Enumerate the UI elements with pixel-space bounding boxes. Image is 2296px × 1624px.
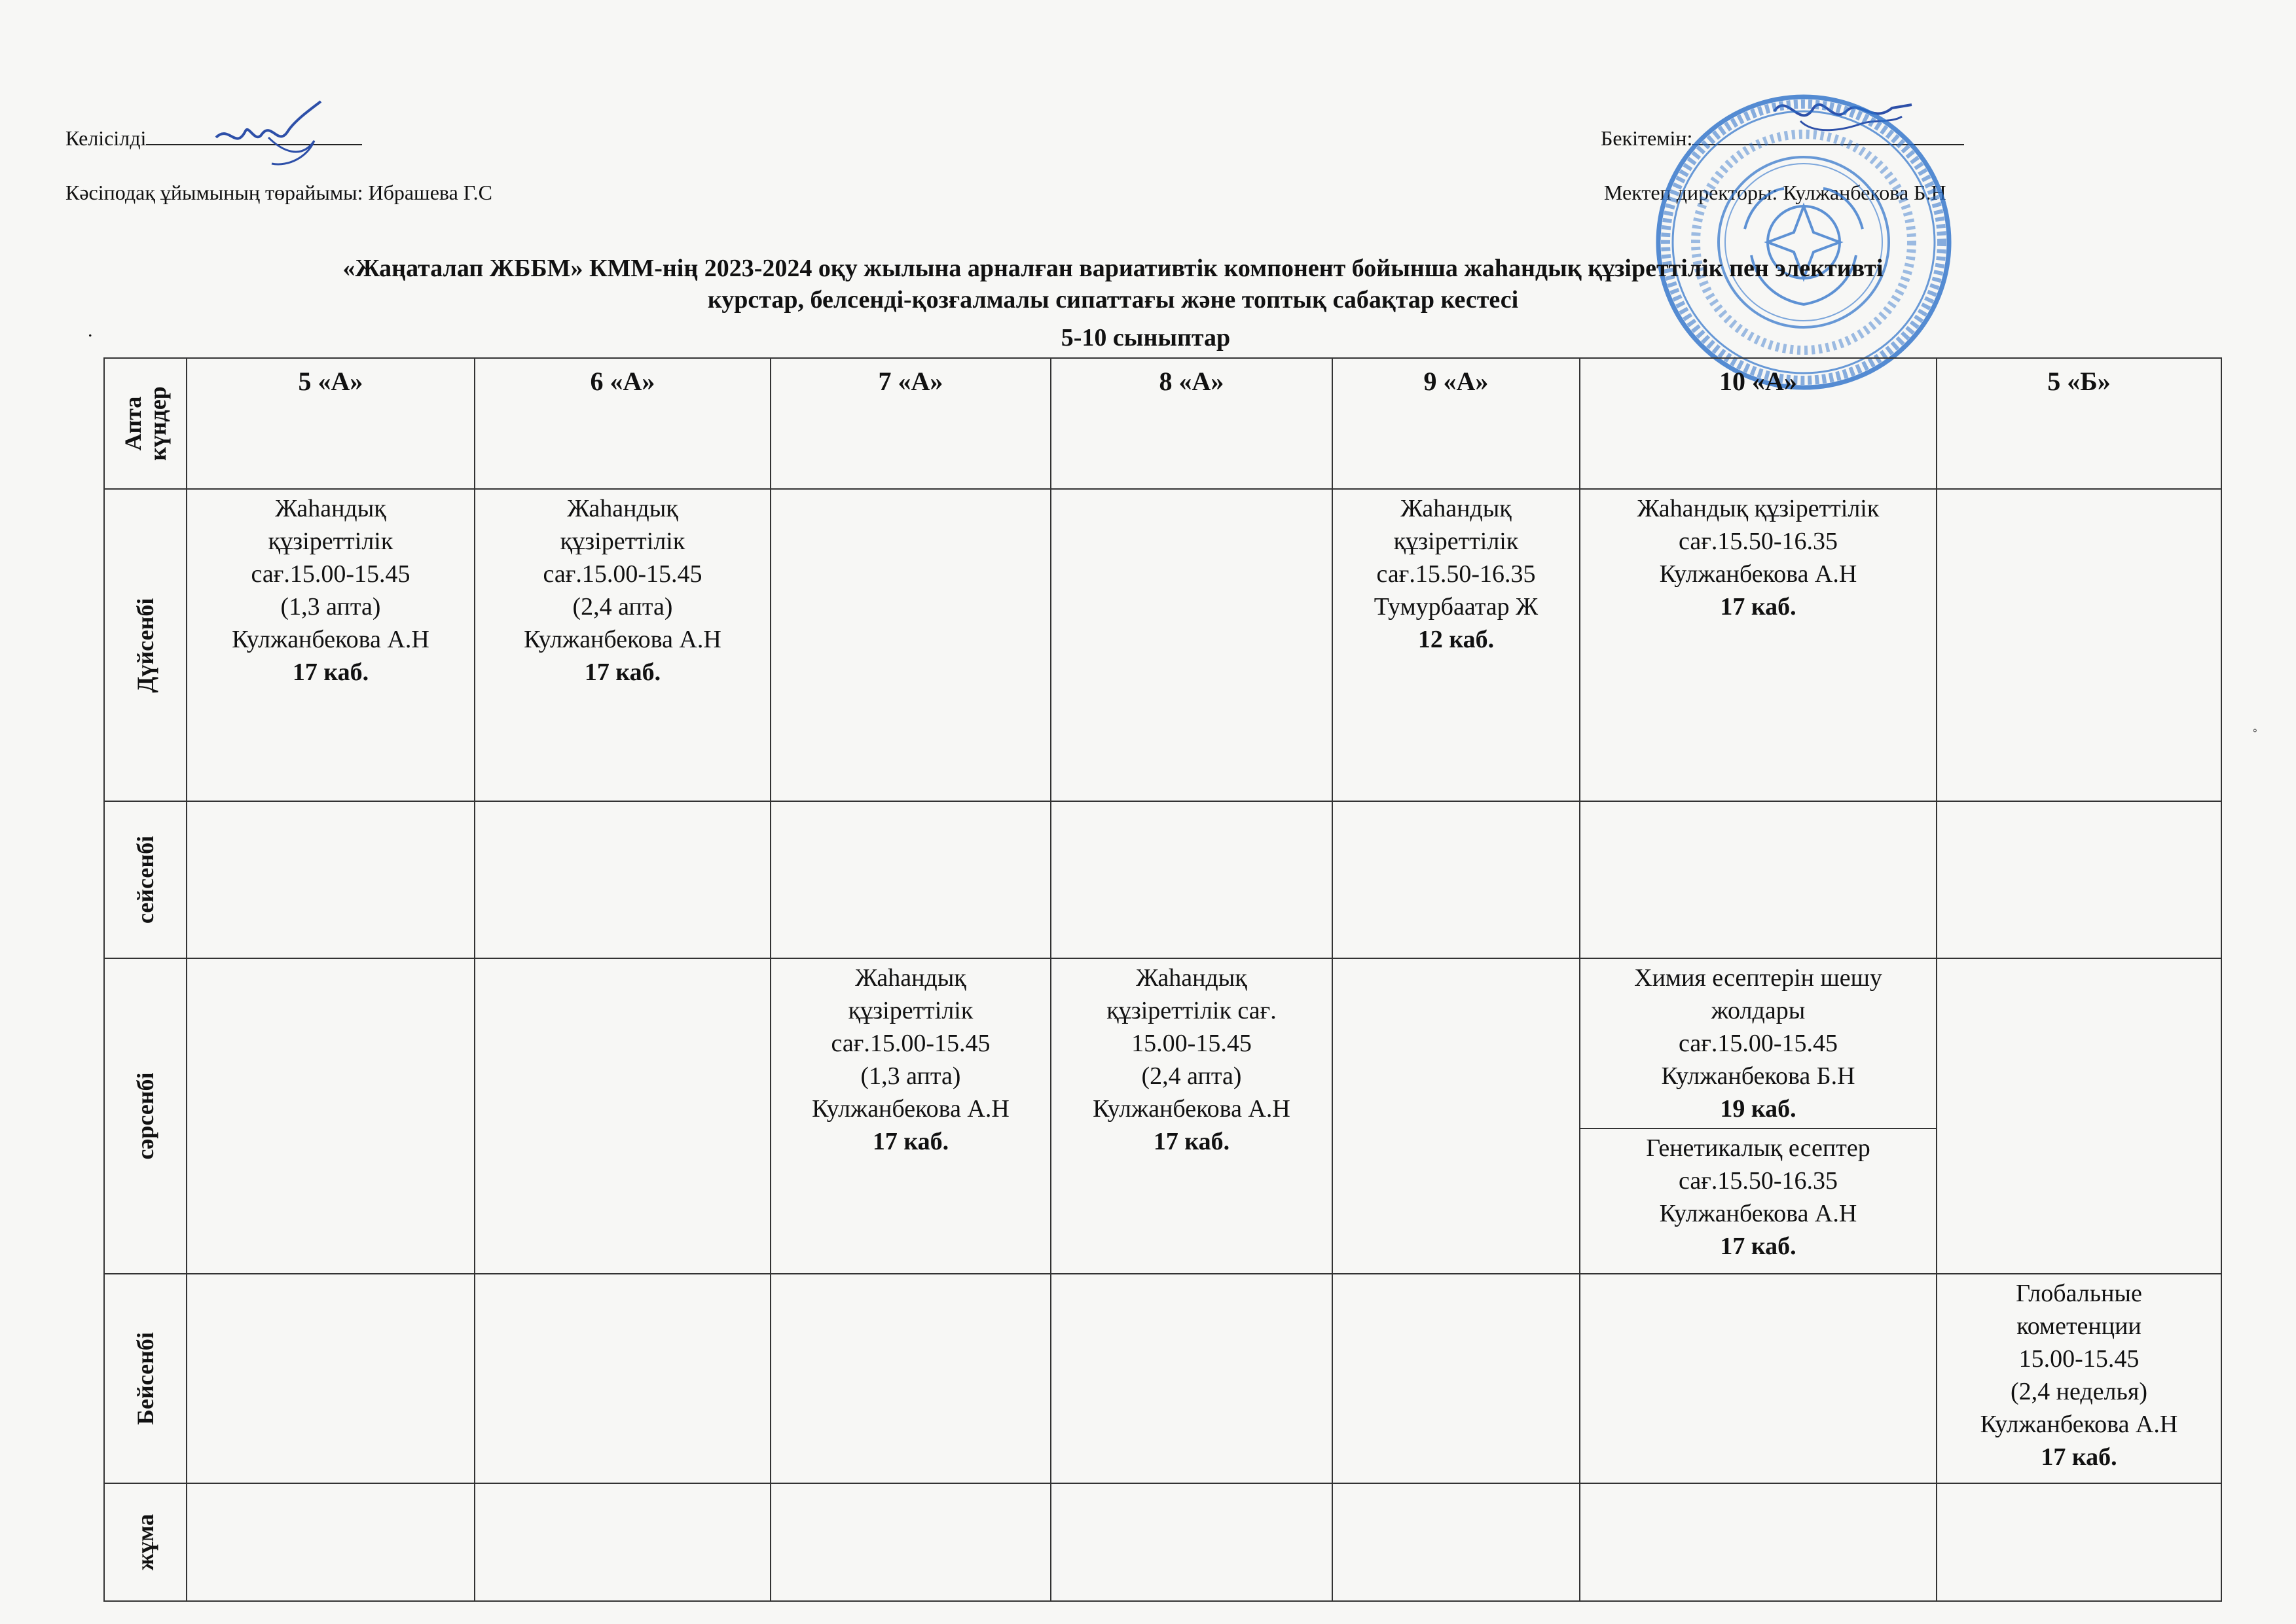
lesson-subject: құзіреттілік	[1393, 528, 1519, 555]
lesson-time: сағ.15.50-16.35	[1679, 528, 1838, 555]
empty-cell	[1332, 801, 1580, 958]
lesson-subject: Жаһандық	[567, 495, 678, 522]
lesson-cell	[475, 489, 771, 801]
empty-cell	[475, 801, 771, 958]
page-subtitle: 5-10 сыныптар	[1061, 324, 1231, 352]
col-header: 7 «А»	[771, 358, 1051, 489]
day-label: Бейсенбі	[132, 1332, 158, 1425]
lesson-room: 19 каб.	[1720, 1095, 1796, 1123]
lesson-room: 12 каб.	[1417, 626, 1495, 653]
lesson-time: 15.00-15.45	[1131, 1030, 1252, 1057]
day-cell	[104, 1274, 187, 1483]
lesson-time: сағ.15.50-16.35	[1376, 560, 1536, 588]
lesson-subject: жолдары	[1711, 997, 1806, 1024]
lesson-time: сағ.15.00-15.45	[831, 1030, 991, 1057]
stray-mark: ˳	[2252, 713, 2258, 732]
lesson-subject: Жаһандық	[275, 495, 386, 522]
empty-cell	[1051, 489, 1332, 801]
empty-cell	[1051, 1483, 1332, 1601]
empty-cell	[1580, 801, 1937, 958]
lesson-time: сағ.15.00-15.45	[543, 560, 702, 588]
director-role: Мектеп директоры: Кулжанбекова Б.Н	[1604, 181, 1946, 204]
empty-cell	[1051, 801, 1332, 958]
day-cell	[104, 958, 187, 1274]
signature-left-icon	[210, 98, 354, 170]
lesson-time: сағ.15.00-15.45	[1679, 1030, 1838, 1057]
empty-cell	[1332, 1274, 1580, 1483]
empty-cell	[1580, 1483, 1937, 1601]
day-cell	[104, 1483, 187, 1601]
lesson-subject: Глобальные	[2016, 1280, 2142, 1307]
empty-cell	[475, 1483, 771, 1601]
lesson-subject: Жаһандық	[1136, 964, 1247, 992]
school-seal-icon	[1653, 92, 1954, 393]
lesson-weeks: (2,4 апта)	[572, 593, 673, 621]
empty-cell	[1937, 1483, 2221, 1601]
approve-label: Бекітемін:	[1601, 126, 1693, 150]
empty-cell	[771, 489, 1051, 801]
lesson-teacher: Кулжанбекова А.Н	[1659, 560, 1857, 588]
lesson-cell	[771, 958, 1051, 1274]
table-row	[104, 1483, 2221, 1601]
empty-cell	[475, 1274, 771, 1483]
lesson-cell	[1332, 489, 1580, 801]
lesson-room: 17 каб.	[292, 659, 369, 686]
lesson-teacher: Тумурбаатар Ж	[1374, 593, 1539, 621]
col-header: 8 «А»	[1051, 358, 1332, 489]
corner-cell	[104, 358, 187, 489]
union-chair-role: Кәсіподақ ұйымының төрайымы: Ибрашева Г.С	[65, 181, 493, 204]
empty-cell	[187, 958, 475, 1274]
empty-cell	[187, 801, 475, 958]
lesson-teacher: Кулжанбекова А.Н	[524, 626, 721, 653]
col-header: 5 «Б»	[1937, 358, 2221, 489]
lesson-time: 15.00-15.45	[2018, 1345, 2140, 1373]
title-line-1: «Жаңаталап ЖББМ» КММ-нің 2023-2024 оқу жылына арналған вариативтік компонент бойынша жаһандық құзіреттілік пен элективті	[342, 255, 1884, 282]
empty-cell	[1051, 1274, 1332, 1483]
day-label: сейсенбі	[132, 835, 158, 924]
lesson-teacher: Кулжанбекова Б.Н	[1661, 1062, 1855, 1090]
lesson-weeks: (2,4 апта)	[1141, 1062, 1242, 1090]
table-row	[104, 489, 2221, 801]
page-title	[65, 253, 2160, 316]
lesson-time: сағ.15.00-15.45	[251, 560, 410, 588]
empty-cell	[1937, 801, 2221, 958]
lesson-teacher: Кулжанбекова А.Н	[1093, 1095, 1290, 1123]
lesson-weeks: (1,3 апта)	[280, 593, 381, 621]
day-cell	[104, 801, 187, 958]
col-header: 10 «А»	[1580, 358, 1937, 489]
day-label: Дүйсенбі	[132, 598, 158, 693]
lesson-subject: құзіреттілік	[268, 528, 393, 555]
title-line-2: курстар, белсенді-қозғалмалы сипаттағы және топтық сабақтар кестесі	[707, 286, 1519, 314]
lesson-room: 17 каб.	[1153, 1128, 1230, 1155]
schedule-table	[103, 357, 2222, 1602]
empty-cell	[1937, 958, 2221, 1274]
lesson-subject: құзіреттілік	[560, 528, 685, 555]
table-header-row	[104, 358, 2221, 489]
day-label: сәрсенбі	[132, 1072, 158, 1160]
empty-cell	[771, 801, 1051, 958]
agree-label: Келісілді	[65, 126, 147, 150]
lesson-cell	[187, 489, 475, 801]
col-header: 9 «А»	[1332, 358, 1580, 489]
stray-dot: .	[88, 319, 93, 341]
lesson-weeks: (2,4 неделья)	[2011, 1378, 2147, 1405]
lesson-subject: құзіреттілік сағ.	[1106, 997, 1277, 1024]
lesson-cell	[1051, 958, 1332, 1274]
empty-cell	[1937, 489, 2221, 801]
lesson-room: 17 каб.	[584, 659, 661, 686]
lesson-subject: кометенции	[2016, 1312, 2141, 1340]
lesson-subject: Жаһандық құзіреттілік	[1637, 495, 1880, 522]
table-row	[104, 958, 2221, 1128]
lesson-subject: Жаһандық	[855, 964, 966, 992]
lesson-subject: құзіреттілік	[848, 997, 974, 1024]
lesson-teacher: Кулжанбекова А.Н	[1980, 1411, 2178, 1438]
lesson-weeks: (1,3 апта)	[860, 1062, 961, 1090]
col-header: 5 «А»	[187, 358, 475, 489]
lesson-cell	[1580, 489, 1937, 801]
empty-cell	[1332, 958, 1580, 1274]
corner-label: Апта күндер	[120, 386, 171, 461]
empty-cell	[187, 1274, 475, 1483]
lesson-cell	[1937, 1274, 2221, 1483]
lesson-room: 17 каб.	[872, 1128, 949, 1155]
empty-cell	[1332, 1483, 1580, 1601]
table-row	[104, 1274, 2221, 1483]
empty-cell	[771, 1274, 1051, 1483]
empty-cell	[475, 958, 771, 1274]
lesson-teacher: Кулжанбекова А.Н	[1659, 1200, 1857, 1227]
lesson-cell	[1580, 1128, 1937, 1274]
day-label: жұма	[132, 1513, 158, 1571]
lesson-subject: Химия есептерін шешу	[1634, 964, 1882, 992]
empty-cell	[771, 1483, 1051, 1601]
lesson-room: 17 каб.	[2041, 1443, 2117, 1471]
lesson-time: сағ.15.50-16.35	[1679, 1167, 1838, 1195]
empty-cell	[187, 1483, 475, 1601]
lesson-subject: Жаһандық	[1400, 495, 1512, 522]
lesson-teacher: Кулжанбекова А.Н	[232, 626, 429, 653]
empty-cell	[1580, 1274, 1937, 1483]
col-header: 6 «А»	[475, 358, 771, 489]
lesson-room: 17 каб.	[1720, 593, 1796, 621]
lesson-cell	[1580, 958, 1937, 1128]
table-row	[104, 801, 2221, 958]
lesson-subject: Генетикалық есептер	[1646, 1134, 1870, 1162]
lesson-teacher: Кулжанбекова А.Н	[812, 1095, 1010, 1123]
day-cell	[104, 489, 187, 801]
lesson-room: 17 каб.	[1720, 1233, 1796, 1260]
